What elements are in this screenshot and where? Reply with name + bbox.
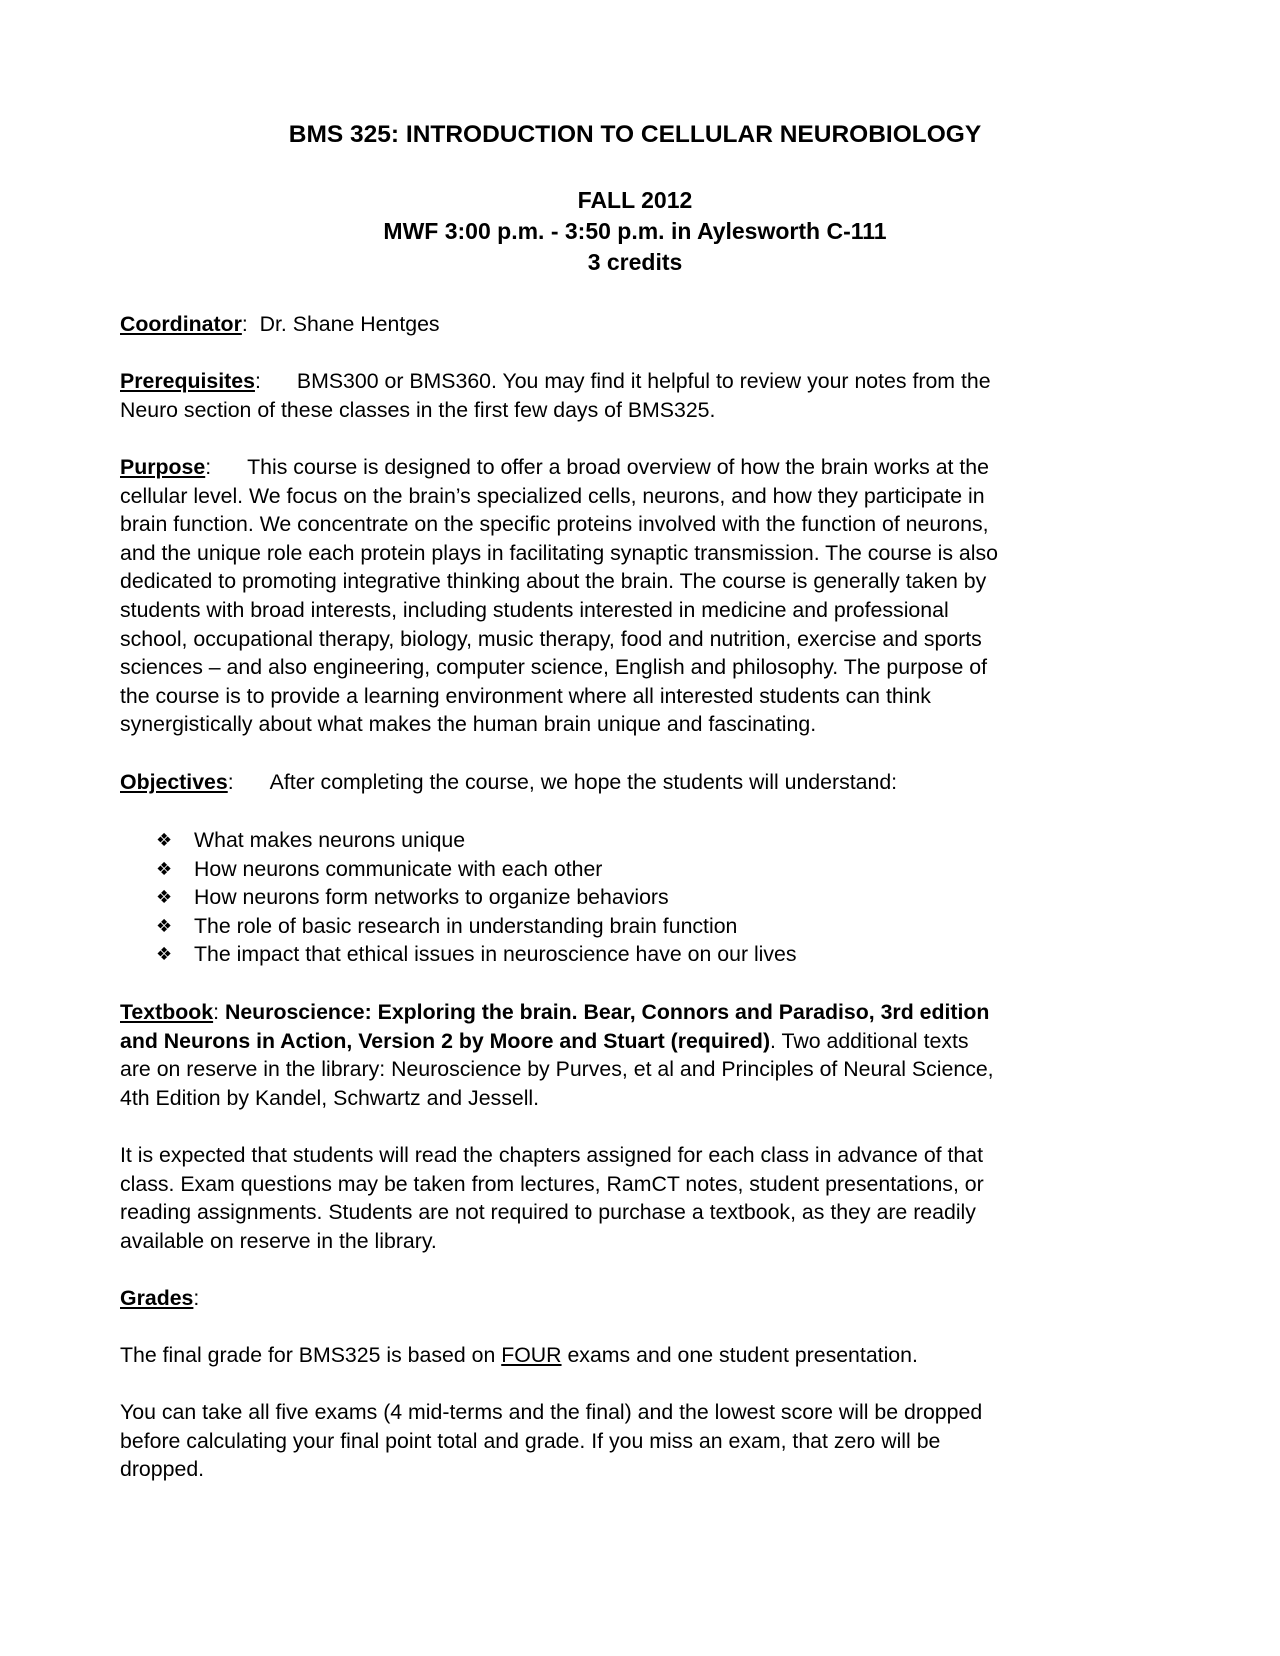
expectations-line: class. Exam questions may be taken from lectures, RamCT notes, student presentations, or bbox=[120, 1171, 984, 1196]
coordinator-value: Dr. Shane Hentges bbox=[259, 312, 440, 336]
objectives-section: Objectives: After completing the course, we hope the students will understand: bbox=[120, 770, 898, 794]
prerequisites-label: Prerequisites bbox=[120, 369, 255, 393]
objective-text: What makes neurons unique bbox=[194, 828, 466, 852]
expectations-line: reading assignments. Students are not required to purchase a textbook, as they are readily bbox=[120, 1200, 976, 1225]
objectives-list bbox=[156, 826, 797, 969]
objective-text: The impact that ethical issues in neuroscience have on our lives bbox=[194, 942, 797, 967]
prerequisites-line-2: Neuro section of these classes in the first few days of BMS325. bbox=[120, 397, 716, 422]
expectations-line: available on reserve in the library. bbox=[120, 1228, 437, 1253]
textbook-line-4: 4th Edition by Kandel, Schwartz and Jessell. bbox=[120, 1085, 540, 1110]
list-item bbox=[156, 826, 797, 855]
textbook-title-line-1: Neuroscience: Exploring the brain. Bear, Connors and Paradiso, 3rd edition bbox=[224, 1000, 990, 1024]
grades-drop-policy bbox=[120, 1398, 1160, 1484]
purpose-line: dedicated to promoting integrative thinking about the brain. The course is generally taken by bbox=[120, 569, 987, 594]
course-title: BMS 325: INTRODUCTION TO CELLULAR NEUROBIOLOGY bbox=[288, 121, 982, 148]
drop-policy-line: dropped. bbox=[120, 1457, 205, 1482]
prerequisites-line-1: BMS300 or BMS360. You may find it helpful to review your notes from the bbox=[296, 369, 991, 393]
objective-text: How neurons form networks to organize behaviors bbox=[194, 885, 669, 910]
objectives-intro: After completing the course, we hope the students will understand: bbox=[269, 770, 898, 794]
objectives-label: Objectives bbox=[120, 770, 228, 794]
diamond-bullet-icon: ❖ bbox=[156, 915, 173, 936]
grades-final-pre: The final grade for BMS325 is based on bbox=[120, 1343, 502, 1367]
list-item bbox=[156, 912, 797, 941]
objective-text: How neurons communicate with each other bbox=[194, 856, 603, 881]
purpose-line: the course is to provide a learning environment where all interested students can think bbox=[120, 683, 931, 708]
purpose-line: synergistically about what makes the human brain unique and fascinating. bbox=[120, 712, 817, 737]
textbook-title-line-2: and Neurons in Action, Version 2 by Moore and Stuart (required) bbox=[120, 1028, 771, 1053]
reading-expectations bbox=[120, 1141, 1160, 1255]
purpose-line: and the unique role each protein plays in facilitating synaptic transmission. The course is also bbox=[120, 540, 998, 565]
purpose-line: sciences – and also engineering, computer science, English and philosophy. The purpose of bbox=[120, 655, 988, 680]
purpose-section: Purpose: This course is designed to offer a broad overview of how the brain works at the cellular level. We focus on the brain’s specialized cells, neurons, and how they participate in brain function. We concentrate on the specific proteins involved with the function of neurons, and the unique role each protein plays in facilitating synaptic transmission. The course is also dedicated to promoting integrative thinking about the brain. The course is generally taken by students with broad interests, including students interested in medicine and professional school, occupational therapy, biology, music therapy, food and nutrition, exercise and sports sciences – and also engineering, computer science, English and philosophy. The purpose of the course is to provide a learning environment where all interested students can think synergistically about what makes the human brain unique and fascinating. bbox=[120, 453, 1160, 739]
textbook-line-2-rest: . Two additional texts bbox=[770, 1028, 969, 1053]
course-credits: 3 credits bbox=[587, 249, 683, 275]
textbook-label: Textbook bbox=[120, 1000, 214, 1024]
prerequisites-section: Prerequisites: BMS300 or BMS360. You may find it helpful to review your notes from the Neuro section of these classes in the first few days of BMS325. bbox=[120, 367, 1160, 424]
list-item bbox=[156, 883, 797, 912]
purpose-line: school, occupational therapy, biology, music therapy, food and nutrition, exercise and sports bbox=[120, 626, 982, 651]
drop-policy-line: before calculating your final point total and grade. If you miss an exam, that zero will be bbox=[120, 1428, 941, 1453]
purpose-line: This course is designed to offer a broad overview of how the brain works at the bbox=[247, 455, 989, 479]
list-item bbox=[156, 855, 797, 884]
grades-final-post: exams and one student presentation. bbox=[561, 1343, 918, 1367]
course-schedule: MWF 3:00 p.m. - 3:50 p.m. in Aylesworth C-111 bbox=[383, 218, 887, 244]
grades-final bbox=[120, 1341, 1160, 1370]
grades-final-emphasis: FOUR bbox=[501, 1343, 562, 1367]
purpose-label: Purpose bbox=[120, 455, 206, 479]
diamond-bullet-icon: ❖ bbox=[156, 830, 173, 850]
coordinator-label: Coordinator bbox=[120, 312, 242, 336]
grades-heading: Grades: bbox=[120, 1286, 200, 1310]
diamond-bullet-icon: ❖ bbox=[156, 944, 173, 965]
drop-policy-line: You can take all five exams (4 mid-terms and the final) and the lowest score will be dropped bbox=[120, 1400, 983, 1424]
objective-text: The role of basic research in understanding brain function bbox=[194, 913, 738, 938]
purpose-line: students with broad interests, including students interested in medicine and professional bbox=[120, 597, 949, 622]
diamond-bullet-icon: ❖ bbox=[156, 858, 173, 879]
textbook-section: Textbook: Neuroscience: Exploring the brain. Bear, Connors and Paradiso, 3rd edition and Neurons in Action, Version 2 by Moore and Stuart (required). Two additional texts are on reserve in the library: Neuroscience by Purves, et al and Principles of Neural Science, 4th Edition by Kandel, Schwartz and Jessell. bbox=[120, 998, 1160, 1112]
textbook-line-3: are on reserve in the library: Neuroscience by Purves, et al and Principles of Neural Science, bbox=[120, 1057, 994, 1082]
grades-label: Grades bbox=[120, 1286, 194, 1310]
course-term: FALL 2012 bbox=[577, 187, 693, 213]
purpose-line: brain function. We concentrate on the specific proteins involved with the function of neurons, bbox=[120, 512, 989, 537]
list-item bbox=[156, 940, 797, 969]
diamond-bullet-icon: ❖ bbox=[156, 887, 173, 908]
purpose-line: cellular level. We focus on the brain’s specialized cells, neurons, and how they participate in bbox=[120, 483, 985, 508]
expectations-line: It is expected that students will read the chapters assigned for each class in advance of that bbox=[120, 1143, 984, 1167]
coordinator-section: Coordinator: Dr. Shane Hentges bbox=[120, 312, 440, 336]
